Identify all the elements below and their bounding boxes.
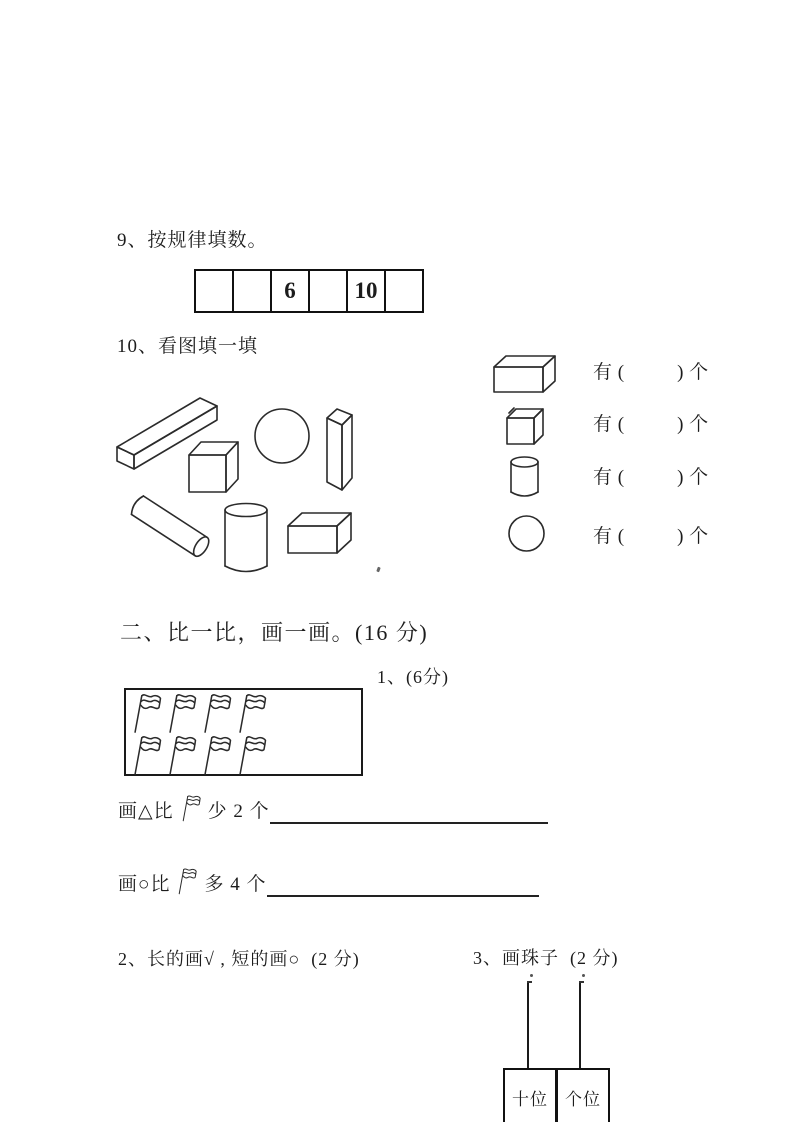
rod-top-dot <box>582 974 585 977</box>
cube-icon <box>505 406 547 446</box>
question-2-label: 2、长的画√ , 短的画○ (2 分) <box>118 949 360 969</box>
long-cuboid-shape <box>117 398 217 469</box>
count-blank-label: 有 ( ) 个 <box>593 414 709 435</box>
flag-icon <box>130 692 165 734</box>
answer-blank-line <box>267 869 539 897</box>
cube-shape <box>189 442 238 492</box>
ones-place-label: 个位 <box>565 1090 601 1109</box>
rod-top-dot <box>530 974 533 977</box>
scan-artifact-dot <box>376 567 381 573</box>
flag-row <box>130 734 361 776</box>
section-2-heading: 二、比一比，画一画。(16 分) <box>120 620 429 645</box>
count-blank-label: 有 ( ) 个 <box>593 526 709 547</box>
task-text-prefix: 画△比 <box>118 801 174 822</box>
count-blank-label: 有 ( ) 个 <box>593 362 709 383</box>
rod-top-mark <box>527 981 532 983</box>
task-text-suffix: 少 2 个 <box>207 801 270 822</box>
flag-icon <box>200 692 235 734</box>
rod-top-mark <box>579 981 584 983</box>
tilted-cylinder-shape <box>129 494 212 558</box>
number-cell <box>194 269 234 313</box>
cylinder-icon <box>509 455 540 500</box>
task-text-suffix: 多 4 个 <box>204 874 267 895</box>
bead-rod-ones <box>579 982 581 1068</box>
number-pattern-strip <box>194 269 424 313</box>
answer-blank-line <box>270 796 548 824</box>
shapes-collection-figure <box>105 385 365 580</box>
task-text-prefix: 画○比 <box>118 874 171 895</box>
tall-cuboid-shape <box>327 409 352 490</box>
flag-box <box>124 688 363 776</box>
number-cell <box>234 269 272 313</box>
flag-icon <box>130 734 165 776</box>
tens-place-cell <box>505 1070 558 1122</box>
cuboid-shape <box>288 513 351 553</box>
place-value-box <box>503 1068 610 1122</box>
bead-rod-tens <box>527 982 529 1068</box>
number-cell <box>310 269 348 313</box>
flag-row <box>130 692 361 734</box>
number-cell: 10 <box>348 269 386 313</box>
question-3-label: 3、画珠子 (2 分) <box>473 948 619 968</box>
question-10-heading: 10、看图填一填 <box>117 336 259 357</box>
draw-circles-task <box>118 865 539 897</box>
flag-icon <box>180 794 203 822</box>
ones-place-cell <box>558 1070 608 1122</box>
flag-icon <box>176 867 199 895</box>
flag-icon <box>235 734 270 776</box>
tens-place-label: 十位 <box>512 1090 548 1109</box>
question-1-label: 1、(6分) <box>377 667 449 687</box>
cuboid-icon <box>492 354 558 394</box>
number-cell: 6 <box>272 269 310 313</box>
draw-triangles-task <box>118 792 548 824</box>
flag-icon <box>200 734 235 776</box>
sphere-shape <box>255 409 309 463</box>
flag-icon <box>235 692 270 734</box>
cylinder-shape <box>225 504 267 572</box>
flag-icon <box>165 692 200 734</box>
count-blank-label: 有 ( ) 个 <box>593 467 709 488</box>
sphere-icon <box>507 514 546 553</box>
number-cell <box>386 269 424 313</box>
flag-icon <box>165 734 200 776</box>
question-9-heading: 9、按规律填数。 <box>117 230 268 251</box>
